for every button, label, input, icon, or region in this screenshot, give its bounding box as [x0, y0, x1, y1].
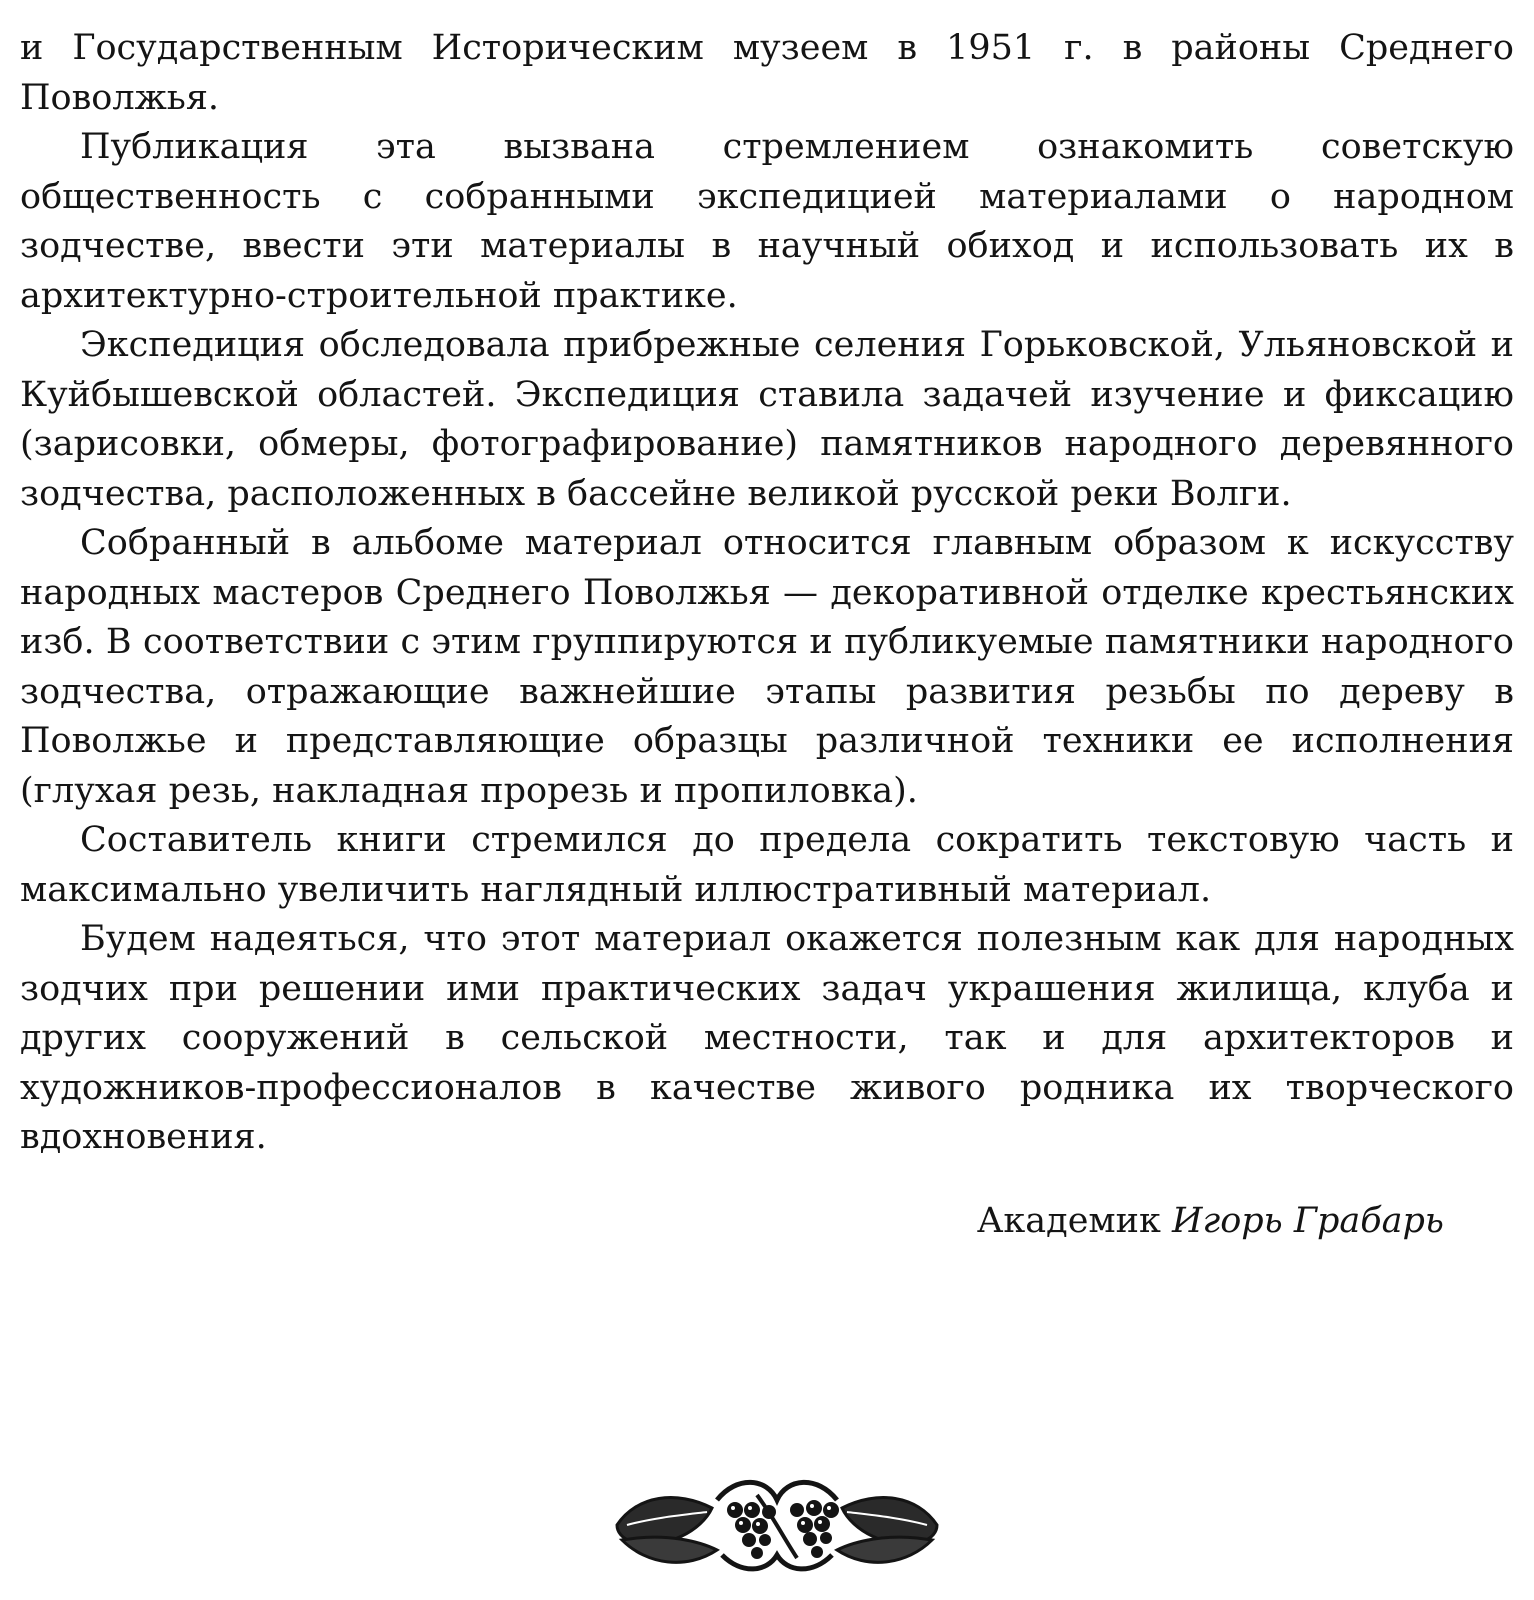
paragraph-continuation: и Государственным Историческим музеем в 1951 г. в районы Среднего Поволжья. [20, 28, 1514, 118]
paragraph-material: Собранный в альбоме материал относится главным образом к искусству народных мастеров Среднего Поволжья — декоративной отделке крестьянских изб. В соответствии с этим группируются и публикуемые памятники народного зодчества, отражающие важнейшие этапы развития резьбы по дереву в Поволжье и представляющие образцы различной техники ее исполнения (глухая резь, накладная прорезь и пропиловка). [20, 523, 1514, 811]
signature-title: Академик [976, 1201, 1161, 1241]
paragraph-expedition: Экспедиция обследовала прибрежные селения Горьковской, Ульяновской и Куйбышевской областей. Экспедиция ставила задачей изучение и фиксацию (зарисовки, обмеры, фотографирование) памятников народного деревянного зодчества, расположенных в бассейне великой русской реки Волги. [20, 325, 1514, 514]
body-text [20, 24, 1514, 1163]
paragraph-compiler: Составитель книги стремился до предела сократить текстовую часть и максимально увеличить наглядный иллюстративный материал. [20, 820, 1514, 910]
paragraph-publication: Публикация эта вызвана стремлением ознакомить советскую общественность с собранными экспедицией материалами о народном зодчестве, ввести эти материалы в научный обиход и использовать их в архитектурно-строительной практике. [20, 127, 1514, 316]
signature [977, 1196, 1444, 1246]
signature-name: Игорь Грабарь [1171, 1201, 1444, 1241]
paragraph-hope: Будем надеяться, что этот материал окажется полезным как для народных зодчих при решении ими практических задач украшения жилища, клуба и других сооружений в сельской местности, так и для архитекторов и художников-профессионалов в качестве живого родника их творческого вдохновения. [20, 919, 1514, 1157]
grape-leaf-ornament-icon [607, 1470, 947, 1580]
